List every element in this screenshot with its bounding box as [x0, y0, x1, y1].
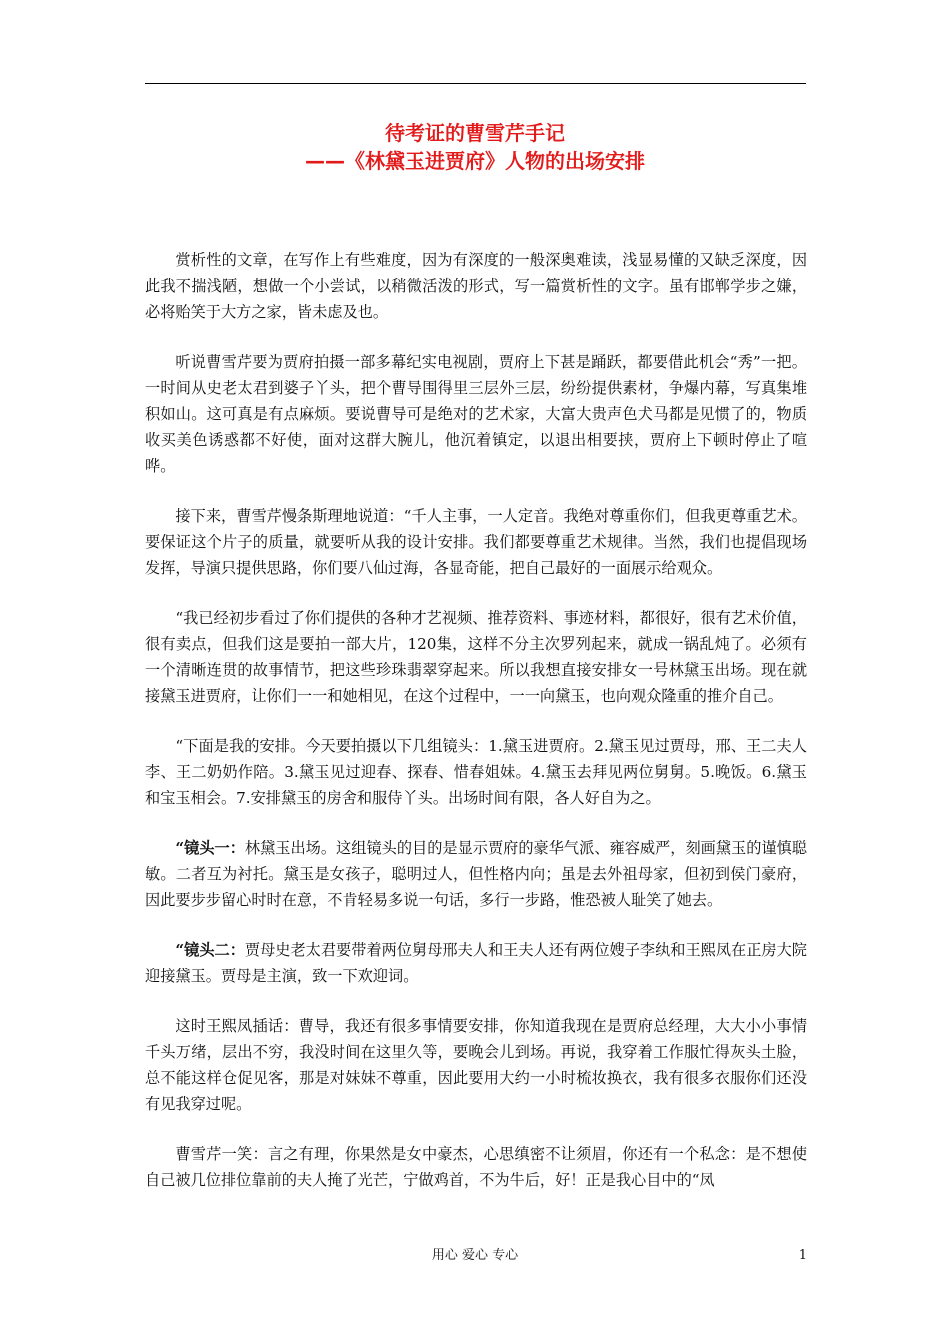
shot-label: “镜头一：	[175, 839, 245, 857]
paragraph-5: “下面是我的安排。今天要拍摄以下几组镜头：1.黛玉进贾府。2.黛玉见过贾母，邢、王二夫人李、王二奶奶作陪。3.黛玉见过迎春、探春、惜春姐妹。4.黛玉去拜见两位舅舅。5.晚饭。6.黛玉和宝玉相会。7.安排黛玉的房舍和服侍丫头。出场时间有限，各人好自为之。	[145, 737, 807, 807]
document-title	[0, 119, 950, 175]
paragraph-6: “镜头一：林黛玉出场。这组镜头的目的是显示贾府的豪华气派、雍容威严，刻画黛玉的谨慎聪敏。二者互为衬托。黛玉是女孩子，聪明过人，但性格内向；虽是去外祖母家，但初到侯门豪府，因此要步步留心时时在意，不肯轻易多说一句话，多行一步路，惟恐被人耻笑了她去。	[145, 839, 807, 909]
document-body	[145, 247, 807, 1217]
footer-motto: 用心 爱心 专心	[431, 1248, 519, 1263]
page-number: 1	[798, 1248, 807, 1263]
paragraph-2: 听说曹雪芹要为贾府拍摄一部多幕纪实电视剧，贾府上下甚是踊跃，都要借此机会“秀”一把。一时间从史老太君到婆子丫头，把个曹导围得里三层外三层，纷纷提供素材，争爆内幕，写真集堆积如山。这可真是有点麻烦。要说曹导可是绝对的艺术家，大富大贵声色犬马都是见惯了的，物质收买美色诱惑都不好使，面对这群大腕儿，他沉着镇定，以退出相要挟，贾府上下顿时停止了喧哗。	[145, 353, 807, 475]
title-line-1: 待考证的曹雪芹手记	[385, 121, 565, 145]
shot-label: “镜头二：	[175, 941, 245, 959]
paragraph-7: “镜头二：贾母史老太君要带着两位舅母邢夫人和王夫人还有两位嫂子李纨和王熙凤在正房大院迎接黛玉。贾母是主演，致一下欢迎词。	[145, 941, 807, 985]
header-rule	[145, 83, 806, 84]
paragraph-3: 接下来，曹雪芹慢条斯理地说道：“千人主事，一人定音。我绝对尊重你们，但我更尊重艺术。要保证这个片子的质量，就要听从我的设计安排。我们都要尊重艺术规律。当然，我们也提倡现场发挥，导演只提供思路，你们要八仙过海，各显奇能，把自己最好的一面展示给观众。	[145, 507, 807, 577]
title-line-2: ——《林黛玉进贾府》人物的出场安排	[305, 149, 645, 173]
paragraph-4: “我已经初步看过了你们提供的各种才艺视频、推荐资料、事迹材料，都很好，很有艺术价值，很有卖点，但我们这是要拍一部大片，120集，这样不分主次罗列起来，就成一锅乱炖了。必须有一个清晰连贯的故事情节，把这些珍珠翡翠穿起来。所以我想直接安排女一号林黛玉出场。现在就接黛玉进贾府，让你们一一和她相见，在这个过程中，一一向黛玉，也向观众隆重的推介自己。	[145, 609, 807, 705]
paragraph-1: 赏析性的文章，在写作上有些难度，因为有深度的一般深奥难读，浅显易懂的又缺乏深度，因此我不揣浅陋，想做一个小尝试，以稍微活泼的形式，写一篇赏析性的文字。虽有邯郸学步之嫌，必将贻笑于大方之家，皆未虑及也。	[145, 251, 807, 321]
paragraph-9: 曹雪芹一笑：言之有理，你果然是女中豪杰，心思缜密不让须眉，你还有一个私念：是不想使自己被几位排位靠前的夫人掩了光芒，宁做鸡首，不为牛后，好！正是我心目中的“凤	[145, 1145, 807, 1189]
paragraph-8: 这时王熙凤插话：曹导，我还有很多事情要安排，你知道我现在是贾府总经理，大大小小事情千头万绪，层出不穷，我没时间在这里久等，要晚会儿到场。再说，我穿着工作服忙得灰头土脸，总不能这样仓促见客，那是对妹妹不尊重，因此要用大约一小时梳妆换衣，我有很多衣服你们还没有见我穿过呢。	[145, 1017, 807, 1113]
